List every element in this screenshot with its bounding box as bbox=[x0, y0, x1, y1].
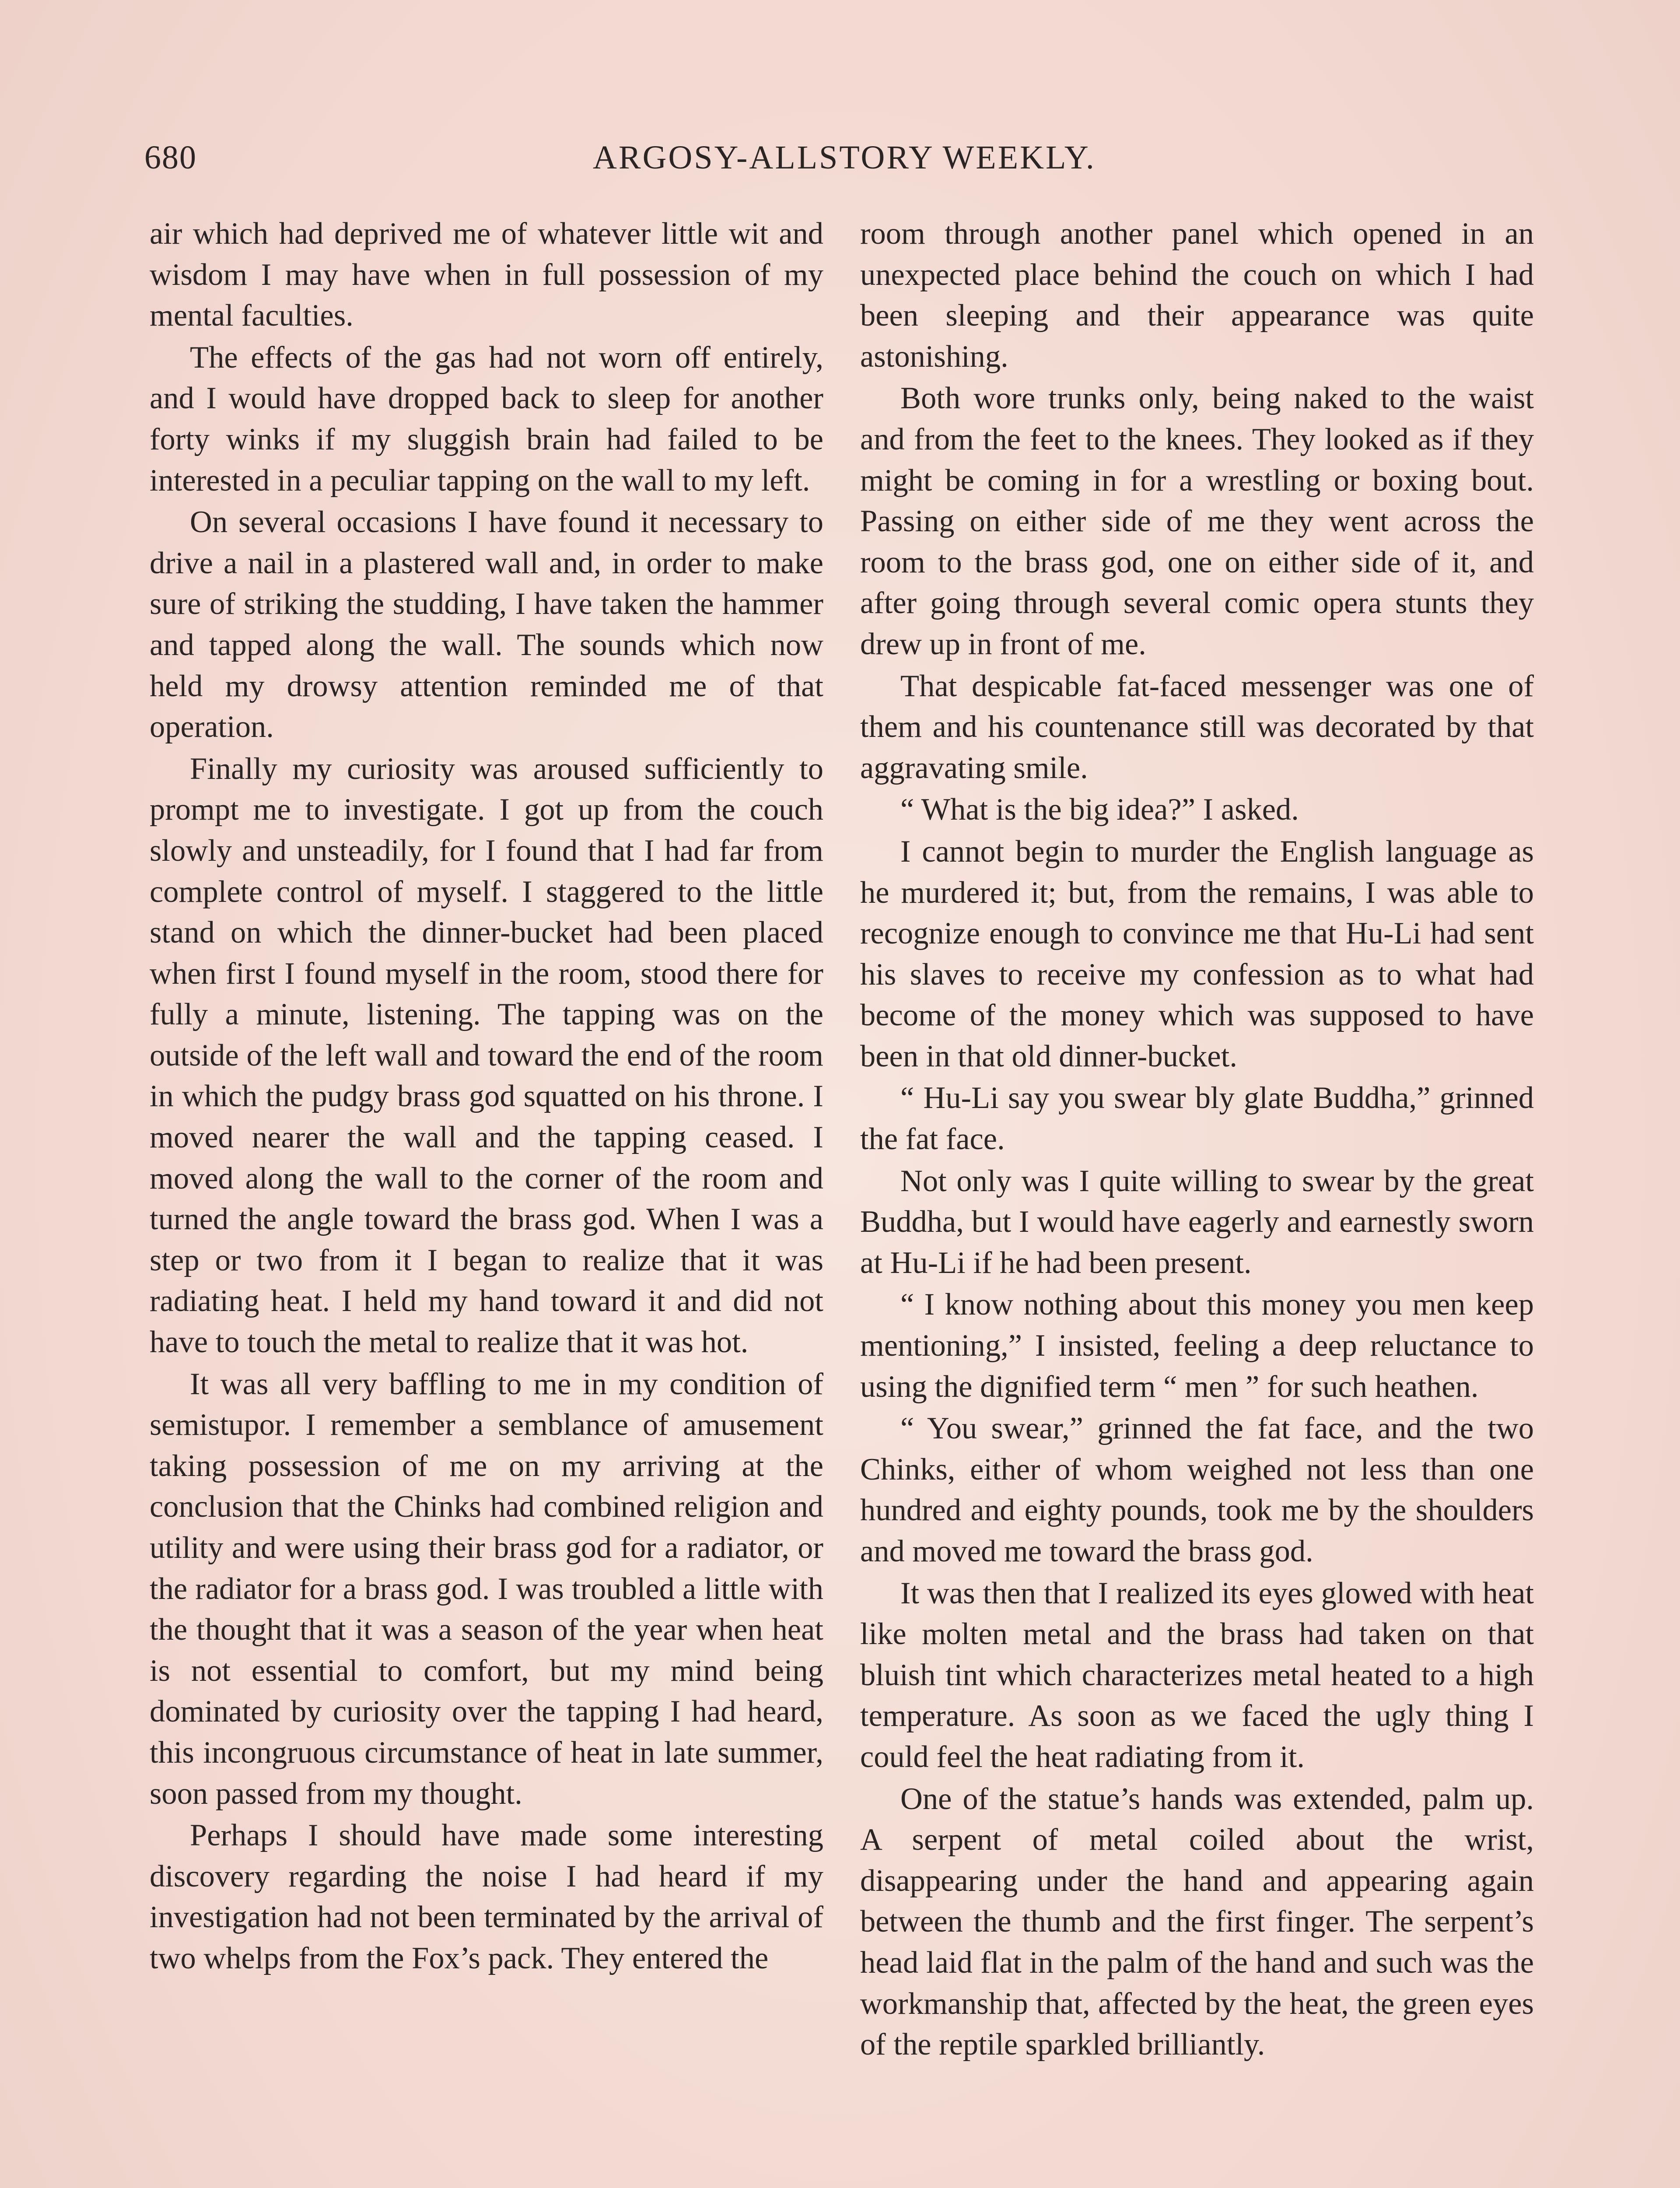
paragraph: “ What is the big idea?” I asked. bbox=[900, 792, 1299, 827]
paragraph: Not only was I quite willing to swear by the great Buddha, but I would have eagerly and earnestly sworn at Hu-Li if he had been present. bbox=[860, 1164, 1534, 1280]
running-head: ARGOSY-ALLSTORY WEEKLY. bbox=[593, 139, 1096, 176]
paragraph: “ You swear,” grinned the fat face, and the two Chinks, either of whom weighed not less than one hundred and eighty pounds, took me by the shoulders and moved me toward the brass god. bbox=[860, 1411, 1534, 1568]
paragraph: It was then that I realized its eyes glowed with heat like molten metal and the brass had taken on that bluish tint which characterizes metal heated to a high temperature. As soon as we faced the ugly thing I could feel the heat radiating from it. bbox=[860, 1576, 1534, 1774]
paragraph: air which had deprived me of whatever little wit and wisdom I may have when in full possession of my mental faculties. bbox=[150, 217, 823, 333]
paragraph: Finally my curiosity was aroused sufficiently to prompt me to investigate. I got up from the couch slowly and unsteadily, for I found that I had far from complete control of myself. I staggered to the little stand on which the dinner-bucket had been placed when first I found myself in the room, stood there for fully a minute, listening. The tapping was on the outside of the left wall and toward the end of the room in which the pudgy brass god squatted on his throne. I moved nearer the wall and the tapping ceased. I moved along the wall to the corner of the room and turned the angle toward the brass god. When I was a step or two from it I began to realize that it was radiating heat. I held my hand toward it and did not have to touch the metal to realize that it was hot. bbox=[150, 751, 823, 1360]
paragraph: Perhaps I should have made some interesting discovery regarding the noise I had heard if my investigation had not been terminated by the arrival of two whelps from the Fox’s pack. They entered the bbox=[150, 1818, 823, 1975]
paragraph: Both wore trunks only, being naked to the waist and from the feet to the knees. They looked as if they might be coming in for a wrestling or boxing bout. Passing on either side of me they went across the room to the brass god, one on either side of it, and after going through several comic opera stunts they drew up in front of me. bbox=[860, 381, 1534, 661]
paragraph: On several occasions I have found it necessary to drive a nail in a plastered wall and, in order to make sure of striking the studding, I have taken the hammer and tapped along the wall. The sounds which now held my drowsy attention reminded me of that operation. bbox=[150, 505, 823, 744]
paragraph: That despicable fat-faced messenger was one of them and his countenance still was decorated by that aggravating smile. bbox=[860, 669, 1534, 785]
page-number: 680 bbox=[144, 139, 197, 176]
paragraph: room through another panel which opened in an unexpected place behind the couch on which I had been sleeping and their appearance was quite astonishing. bbox=[860, 217, 1534, 374]
paragraph: It was all very baffling to me in my condition of semistupor. I remember a semblance of amusement taking possession of me on my arriving at the conclusion that the Chinks had combined religion and utility and were using their brass god for a radiator, or the radiator for a brass god. I was troubled a little with the thought that it was a season of the year when heat is not essential to comfort, but my mind being dominated by curiosity over the tapping I had heard, this incongruous circumstance of heat in late summer, soon passed from my thought. bbox=[150, 1367, 823, 1811]
paragraph: One of the statue’s hands was extended, palm up. A serpent of metal coiled about the wrist, disappearing under the hand and appearing again between the thumb and the first finger. The serpent’s head laid flat in the palm of the hand and such was the workmanship that, affected by the heat, the green eyes of the reptile sparkled brilliantly. bbox=[860, 1781, 1534, 2062]
paragraph: “ I know nothing about this money you men keep mentioning,” I insisted, feeling a deep reluctance to using the dignified term “ men ” for such heathen. bbox=[860, 1287, 1534, 1404]
paragraph: “ Hu-Li say you swear bly glate Buddha,” grinned the fat face. bbox=[860, 1081, 1534, 1157]
page-header bbox=[144, 131, 1544, 184]
paragraph: I cannot begin to murder the English language as he murdered it; but, from the remains, I was able to recognize enough to convince me that Hu-Li had sent his slaves to receive my confession as to what had become of the money which was supposed to have been in that old dinner-bucket. bbox=[860, 834, 1534, 1073]
right-column bbox=[860, 214, 1534, 2065]
left-column bbox=[150, 214, 823, 1979]
paragraph: The effects of the gas had not worn off entirely, and I would have dropped back to sleep for another forty winks if my sluggish brain had failed to be interested in a peculiar tapping on the wall to my left. bbox=[150, 340, 823, 498]
